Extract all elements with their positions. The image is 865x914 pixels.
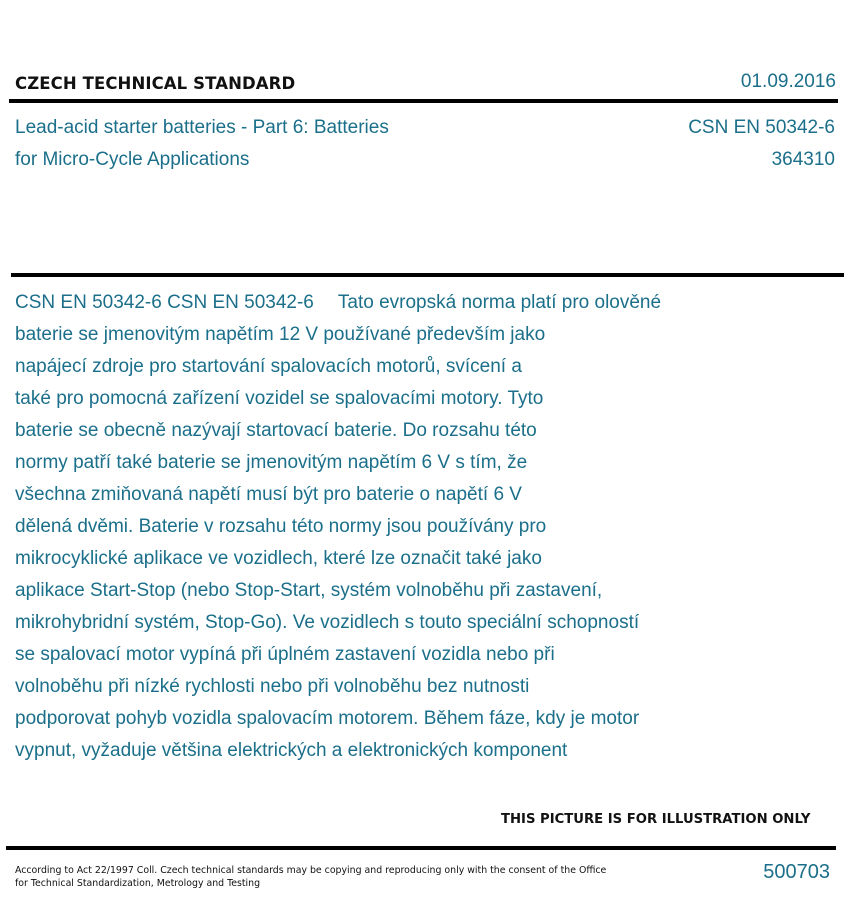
abstract-line: baterie se obecně nazývají startovací baterie. Do rozsahu této [15, 420, 537, 441]
abstract-first-line: Tato evropská norma platí pro olověné [337, 292, 662, 313]
abstract-line: aplikace Start-Stop (nebo Stop-Start, systém volnoběhu při zastavení, [15, 580, 603, 601]
classification-code: 364310 [771, 149, 835, 170]
abstract-line: volnoběhu při nízké rychlosti nebo při volnoběhu bez nutnosti [15, 676, 530, 697]
abstract-line: mikrohybridní systém, Stop-Go). Ve vozidlech s touto speciální schopností [15, 612, 640, 633]
abstract-lead: CSN EN 50342-6 CSN EN 50342-6 [15, 292, 314, 313]
illustration-notice: THIS PICTURE IS FOR ILLUSTRATION ONLY [501, 812, 811, 827]
standard-code: CSN EN 50342-6 [688, 117, 835, 138]
abstract-line: se spalovací motor vypíná při úplném zastavení vozidla nebo při [15, 644, 555, 665]
abstract-line: mikrocyklické aplikace ve vozidlech, které lze označit také jako [15, 548, 542, 569]
footer-code: 500703 [763, 861, 830, 883]
section-divider [11, 273, 844, 277]
abstract-line [15, 287, 775, 319]
copyright-note [15, 864, 606, 890]
header-divider [9, 99, 838, 103]
abstract-line: normy patří také baterie se jmenovitým napětím 6 V s tím, že [15, 452, 528, 473]
abstract-line: vypnut, vyžaduje většina elektrických a elektronických komponent [15, 740, 568, 761]
footer-divider [6, 846, 836, 850]
copyright-note-line-2: for Technical Standardization, Metrology and Testing [15, 878, 261, 889]
abstract-text [15, 287, 775, 767]
abstract-line: také pro pomocná zařízení vozidel se spalovacími motory. Tyto [15, 388, 544, 409]
document-title-line-1: Lead-acid starter batteries - Part 6: Batteries [15, 117, 389, 138]
abstract-line: baterie se jmenovitým napětím 12 V používané především jako [15, 324, 546, 345]
abstract-line: napájecí zdroje pro startování spalovacích motorů, svícení a [15, 356, 522, 377]
abstract-line: dělená dvěmi. Baterie v rozsahu této normy jsou používány pro [15, 516, 547, 537]
header-date: 01.09.2016 [740, 71, 836, 92]
abstract-line: podporovat pohyb vozidla spalovacím motorem. Během fáze, kdy je motor [15, 708, 640, 729]
header-label: CZECH TECHNICAL STANDARD [15, 74, 296, 93]
copyright-note-line-1: According to Act 22/1997 Coll. Czech technical standards may be copying and reproducing only with the consent of the Office [15, 865, 607, 876]
document-title-line-2: for Micro-Cycle Applications [15, 149, 250, 170]
abstract-line: všechna zmiňovaná napětí musí být pro baterie o napětí 6 V [15, 484, 522, 505]
